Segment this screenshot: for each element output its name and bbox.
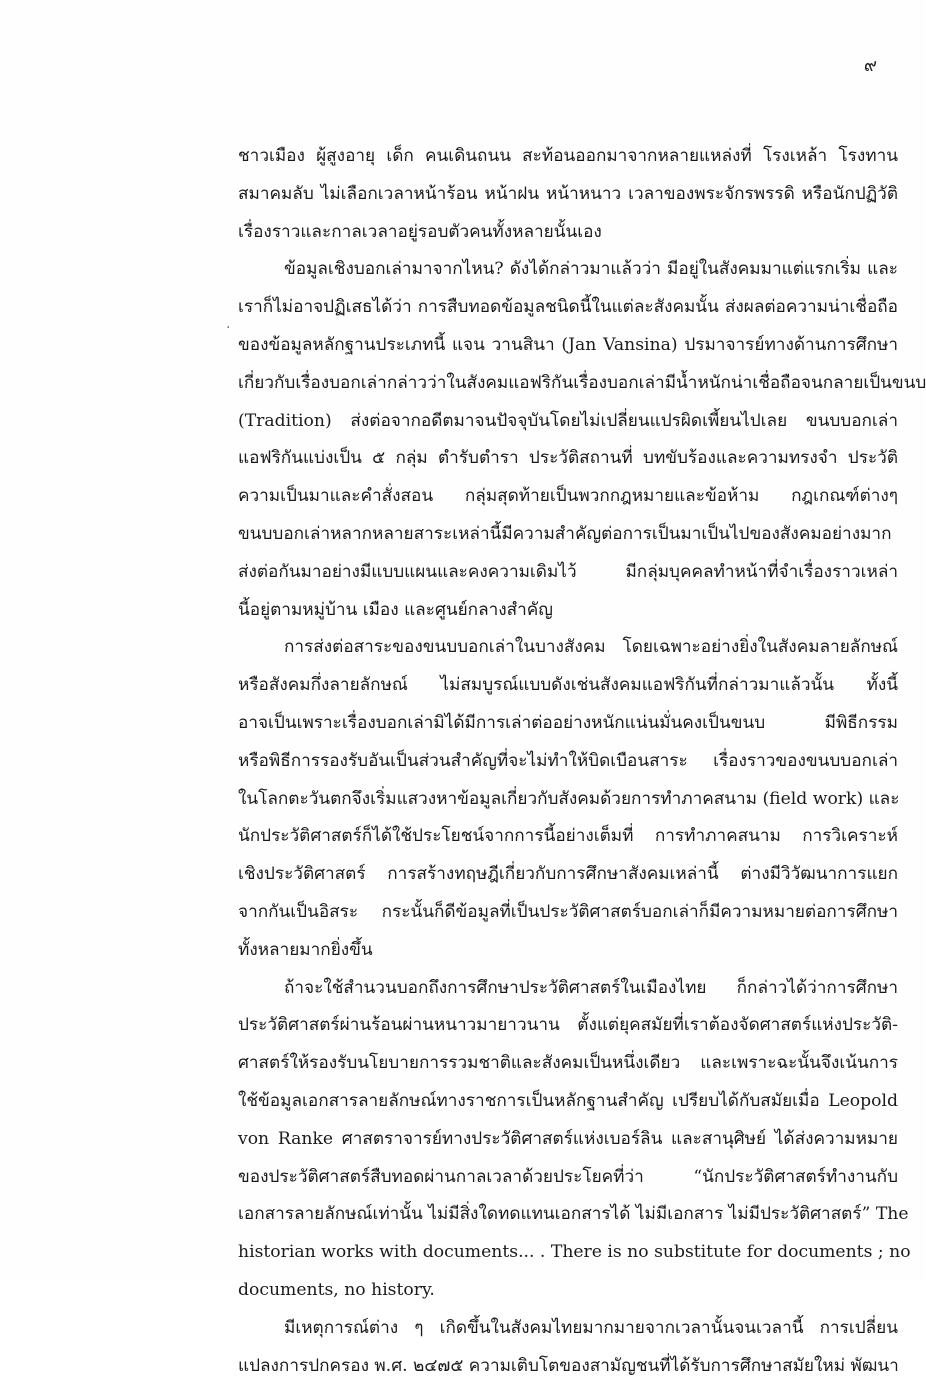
text-line: ศาสตร์ให้รองรับนโยบายการรวมชาติและสังคมเป็นหนึ่งเดียว และเพราะฉะนั้นจึงเน้นการ	[238, 1045, 898, 1083]
text-line: von Ranke ศาสตราจารย์ทางประวัติศาสตร์แห่งเบอร์ลิน และสานุศิษย์ ได้ส่งความหมาย	[238, 1121, 898, 1159]
text-line: ของประวัติศาสตร์สืบทอดผ่านกาลเวลาด้วยประโยคที่ว่า “นักประวัติศาสตร์ทำงานกับ	[238, 1159, 898, 1197]
text-line: ในโลกตะวันตกจึงเริ่มแสวงหาข้อมูลเกี่ยวกับสังคมด้วยการทำภาคสนาม (field work) และ	[238, 781, 898, 819]
text-line: หรือพิธีการรองรับอันเป็นส่วนสำคัญที่จะไม่ทำให้บิดเบือนสาระ เรื่องราวของขนบบอกเล่า	[238, 743, 898, 781]
paragraph	[238, 970, 898, 1310]
text-line: ถ้าจะใช้สำนวนบอกถึงการศึกษาประวัติศาสตร์ในเมืองไทย ก็กล่าวได้ว่าการศึกษา	[238, 970, 898, 1008]
text-line: หรือสังคมกึ่งลายลักษณ์ ไม่สมบูรณ์แบบดังเช่นสังคมแอฟริกันที่กล่าวมาแล้วนั้น ทั้งนี้	[238, 667, 898, 705]
text-line: แปลงการปกครอง พ.ศ. ๒๔๗๕ ความเติบโตของสามัญชนที่ได้รับการศึกษาสมัยใหม่ พัฒนา	[238, 1348, 898, 1385]
text-line: การส่งต่อสาระของขนบบอกเล่าในบางสังคม โดยเฉพาะอย่างยิ่งในสังคมลายลักษณ์	[238, 629, 898, 667]
text-line: ของข้อมูลหลักฐานประเภทนี้ แจน วานสินา (Jan Vansina) ปรมาจารย์ทางด้านการศึกษา	[238, 327, 898, 365]
text-line: เรื่องราวและกาลเวลาอยู่รอบตัวคนทั้งหลายนั้นเอง	[238, 214, 898, 252]
text-line: เราก็ไม่อาจปฏิเสธได้ว่า การสืบทอดข้อมูลชนิดนี้ในแต่ละสังคมนั้น ส่งผลต่อความน่าเชื่อถือ	[238, 289, 898, 327]
text-line: มีเหตุการณ์ต่าง ๆ เกิดขึ้นในสังคมไทยมากมายจากเวลานั้นจนเวลานี้ การเปลี่ยน	[238, 1310, 898, 1348]
text-line: ทั้งหลายมากยิ่งขึ้น	[238, 932, 898, 970]
margin-mark: ·	[226, 320, 230, 336]
text-line: ชาวเมือง ผู้สูงอายุ เด็ก คนเดินถนน สะท้อนออกมาจากหลายแหล่งที่ โรงเหล้า โรงทาน	[238, 138, 898, 176]
text-line: เชิงประวัติศาสตร์ การสร้างทฤษฎีเกี่ยวกับการศึกษาสังคมเหล่านี้ ต่างมีวิวัฒนาการแยก	[238, 856, 898, 894]
text-line: จากกันเป็นอิสระ กระนั้นก็ดีข้อมูลที่เป็นประวัติศาสตร์บอกเล่าก็มีความหมายต่อการศึกษา	[238, 894, 898, 932]
text-line: ใช้ข้อมูลเอกสารลายลักษณ์ทางราชการเป็นหลักฐานสำคัญ เปรียบได้กับสมัยเมื่อ Leopold	[238, 1083, 898, 1121]
text-line: นี้อยู่ตามหมู่บ้าน เมือง และศูนย์กลางสำคัญ	[238, 592, 898, 630]
text-line: ประวัติศาสตร์ผ่านร้อนผ่านหนาวมายาวนาน ตั้งแต่ยุคสมัยที่เราต้องจัดศาสตร์แห่งประวัติ-	[238, 1007, 898, 1045]
text-line: documents, no history.	[238, 1272, 898, 1310]
text-line: อาจเป็นเพราะเรื่องบอกเล่ามิได้มีการเล่าต่ออย่างหนักแน่นมั่นคงเป็นขนบ มีพิธีกรรม	[238, 705, 898, 743]
text-line: เกี่ยวกับเรื่องบอกเล่ากล่าวว่าในสังคมแอฟริกันเรื่องบอกเล่ามีน้ำหนักน่าเชื่อถือจนกลายเป็นขนบ	[238, 365, 898, 403]
text-line: ส่งต่อกันมาอย่างมีแบบแผนและคงความเดิมไว้ มีกลุ่มบุคคลทำหน้าที่จำเรื่องราวเหล่า	[238, 554, 898, 592]
paragraph	[238, 251, 898, 629]
text-line: ความเป็นมาและคำสั่งสอน กลุ่มสุดท้ายเป็นพวกกฎหมายและข้อห้าม กฎเกณฑ์ต่างๆ	[238, 478, 898, 516]
paragraph	[238, 629, 898, 969]
paragraph	[238, 1310, 898, 1385]
text-line: ขนบบอกเล่าหลากหลายสาระเหล่านี้มีความสำคัญต่อการเป็นมาเป็นไปของสังคมอย่างมาก	[238, 516, 898, 554]
text-line: เอกสารลายลักษณ์เท่านั้น ไม่มีสิ่งใดทดแทนเอกสารได้ ไม่มีเอกสาร ไม่มีประวัติศาสตร์” The	[238, 1196, 898, 1234]
body-text	[238, 138, 898, 1385]
text-line: นักประวัติศาสตร์ก็ได้ใช้ประโยชน์จากการนี้อย่างเต็มที่ การทำภาคสนาม การวิเคราะห์	[238, 818, 898, 856]
text-line: (Tradition) ส่งต่อจากอดีตมาจนปัจจุบันโดยไม่เปลี่ยนแปรผิดเพี้ยนไปเลย ขนบบอกเล่า	[238, 403, 898, 441]
text-line: สมาคมลับ ไม่เลือกเวลาหน้าร้อน หน้าฝน หน้าหนาว เวลาของพระจักรพรรดิ หรือนักปฏิวัติ	[238, 176, 898, 214]
text-line: historian works with documents... . There is no substitute for documents ; no	[238, 1234, 898, 1272]
text-line: ข้อมูลเชิงบอกเล่ามาจากไหน? ดังได้กล่าวมาแล้วว่า มีอยู่ในสังคมมาแต่แรกเริ่ม และ	[238, 251, 898, 289]
text-line: แอฟริกันแบ่งเป็น ๕ กลุ่ม ตำรับตำรา ประวัติสถานที่ บทขับร้องและความทรงจำ ประวัติ	[238, 440, 898, 478]
page-number: ๙	[864, 50, 877, 79]
paragraph	[238, 138, 898, 251]
